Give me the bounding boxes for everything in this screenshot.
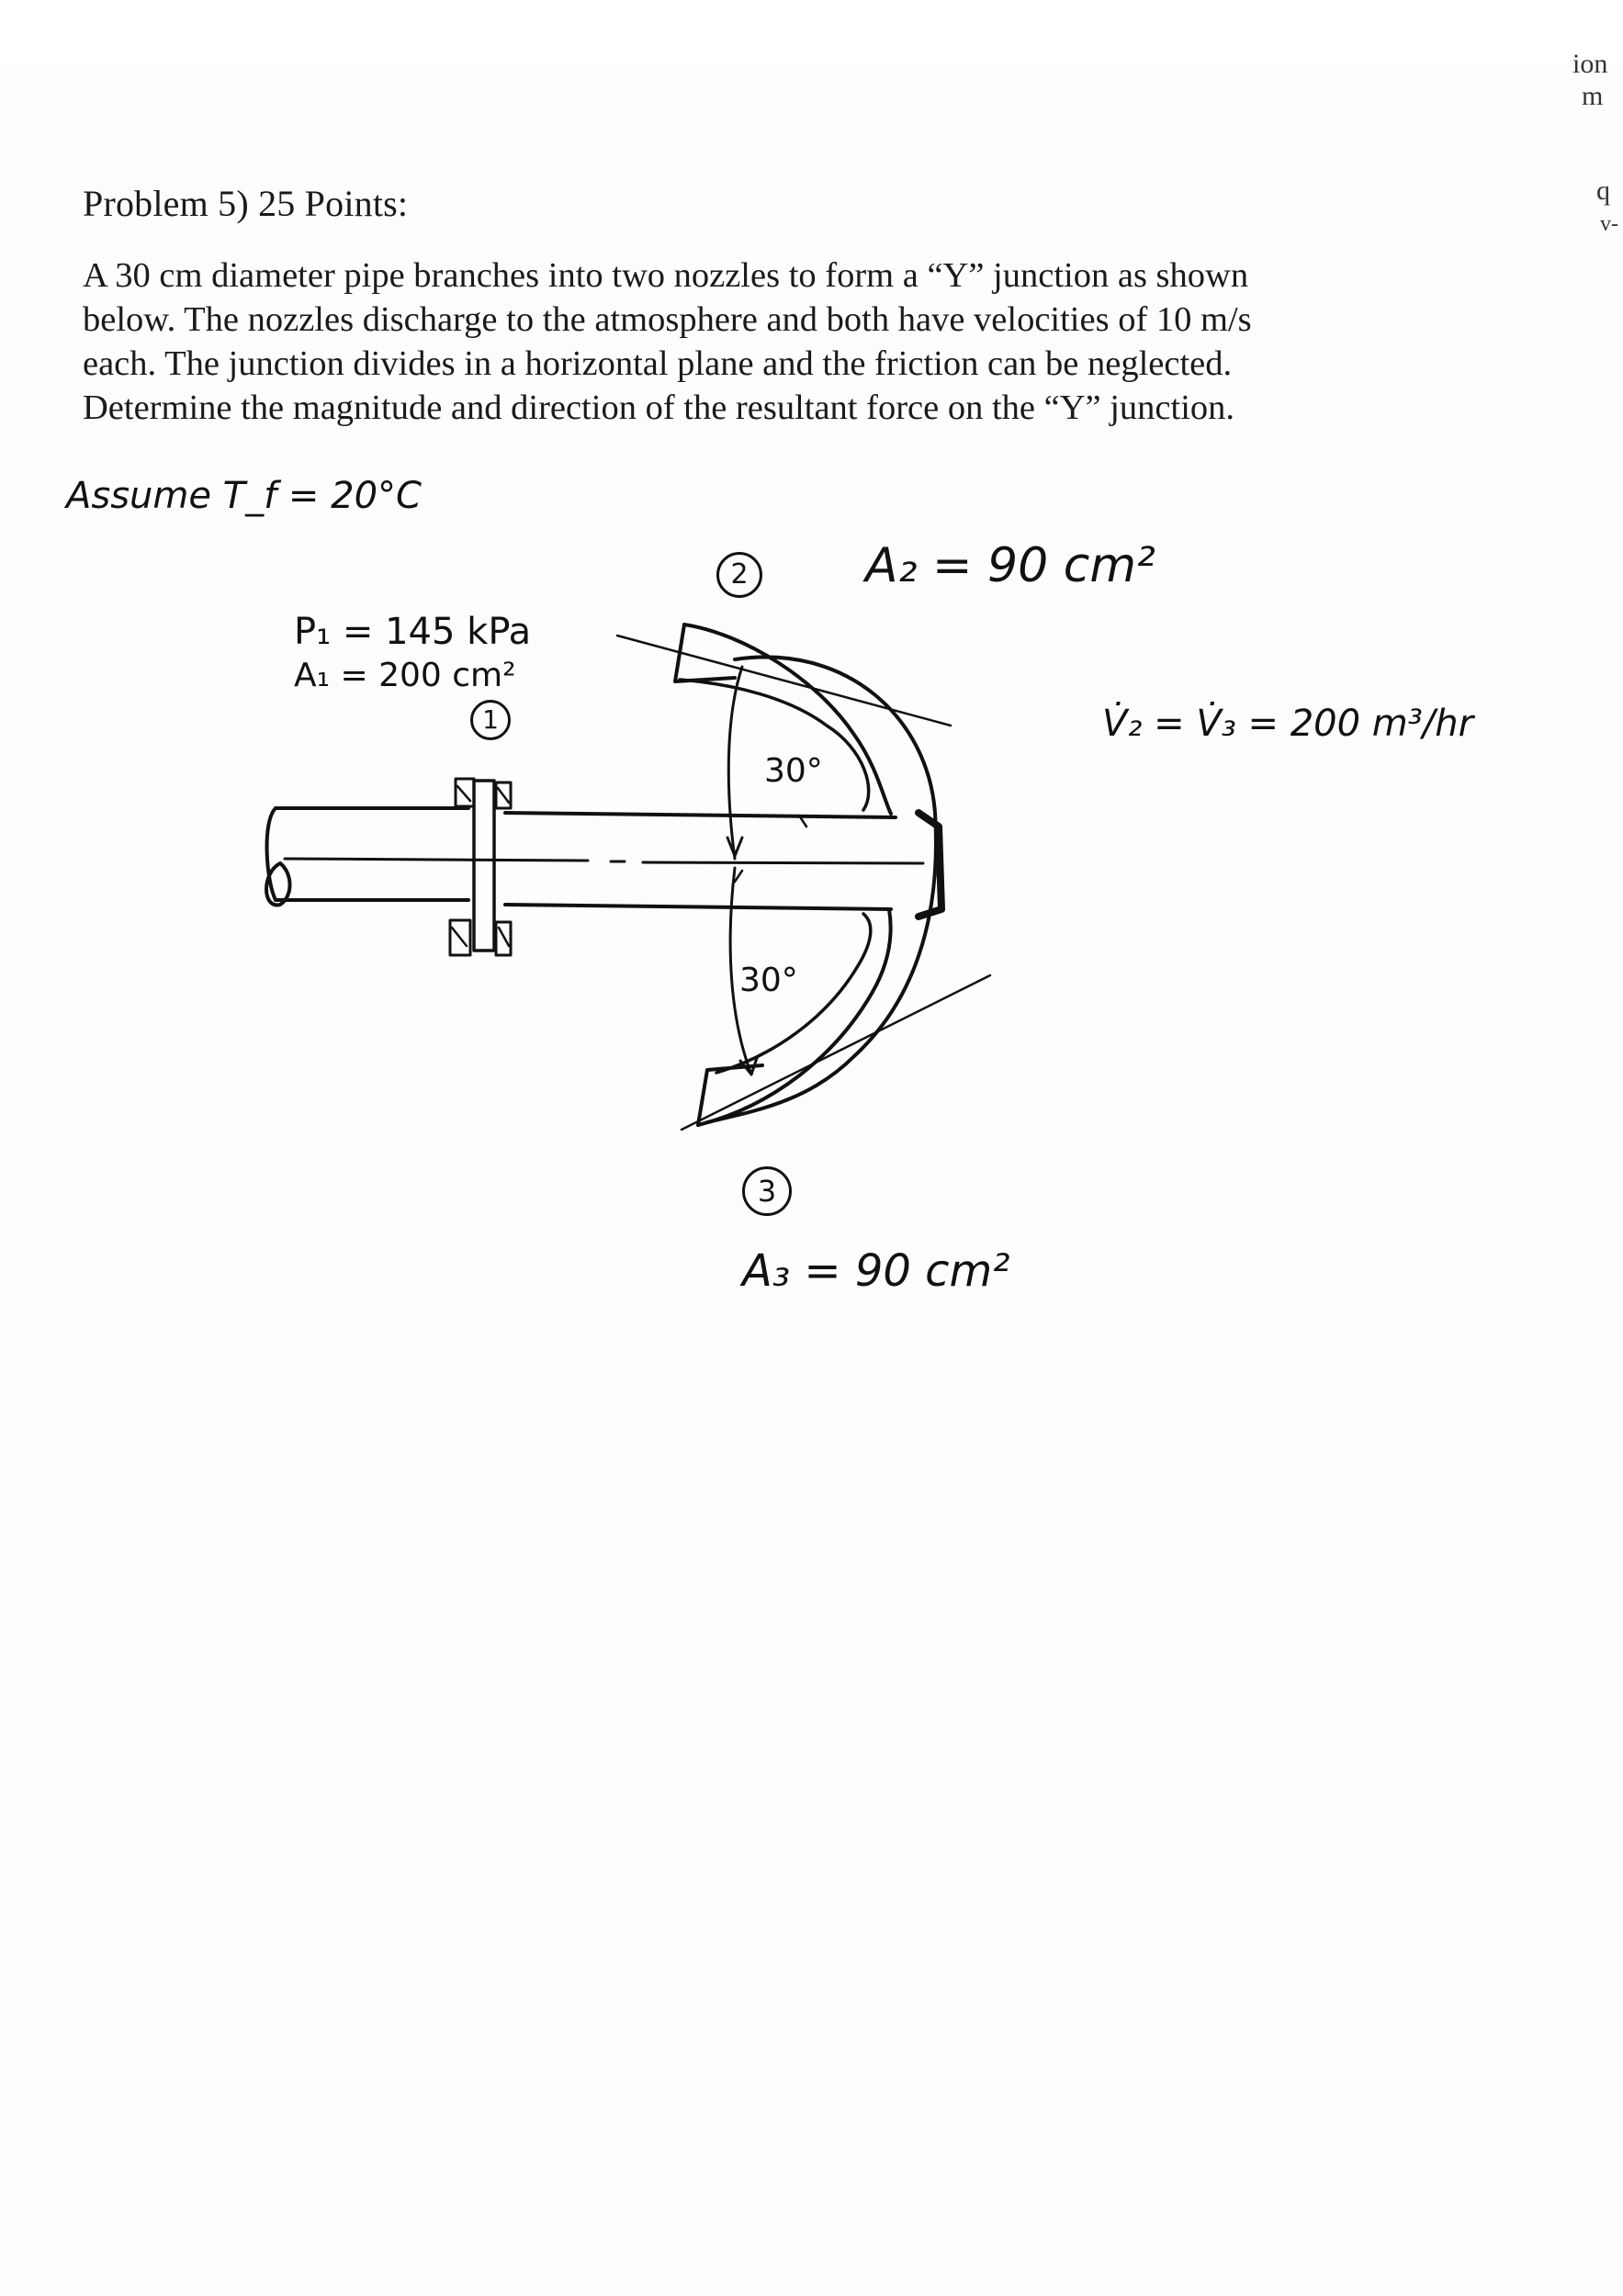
flange-plate: [474, 781, 494, 951]
lower-angle-label: 30°: [739, 962, 798, 999]
upper-centerline: [617, 636, 951, 726]
statement-line: each. The junction divides in a horizontal plane and the friction can be neglected.: [83, 344, 1233, 383]
lower-branch-inner: [716, 914, 871, 1073]
statement-line: A 30 cm diameter pipe branches into two nozzles to form a “Y” junction as shown: [83, 256, 1249, 295]
angle-tick: [735, 816, 806, 882]
junction-outer-wall: [707, 657, 936, 1122]
station-2-marker: 2: [716, 552, 762, 598]
flow-rate-note: V̇₂ = V̇₃ = 200 m³/hr: [1102, 703, 1474, 745]
nozzle-3-area-label: A₃ = 90 cm²: [742, 1245, 1010, 1297]
inlet-pressure-label: P₁ = 145 kPa: [294, 611, 532, 653]
assumption-note: Assume T_f = 20°C: [66, 475, 422, 517]
edge-fragment-text: m: [1582, 81, 1604, 111]
edge-fragment-text: v-: [1600, 212, 1618, 236]
station-3-marker: 3: [742, 1166, 792, 1216]
lower-branch-outer: [698, 909, 891, 1125]
nozzle-2-area-label: A₂ = 90 cm²: [865, 538, 1155, 593]
edge-fragment-text: ion: [1572, 49, 1608, 79]
inlet-pipe-top-wall: [276, 808, 896, 817]
upper-angle-label: 30°: [764, 752, 823, 790]
upper-angle-arrowhead: [727, 838, 742, 856]
statement-line: Determine the magnitude and direction of the resultant force on the “Y” junction.: [83, 388, 1235, 427]
upper-branch-outer: [684, 625, 891, 814]
statement-line: below. The nozzles discharge to the atmosphere and both have velocities of 10 m/s: [83, 300, 1252, 339]
station-1-marker: 1: [470, 700, 511, 740]
pipe-centerline: [285, 859, 923, 863]
inlet-area-label: A₁ = 200 cm²: [294, 657, 516, 694]
upper-angle-arc: [728, 667, 742, 859]
lower-angle-arc: [730, 868, 751, 1075]
problem-title: Problem 5) 25 Points:: [83, 183, 409, 224]
edge-fragment-text: q: [1596, 175, 1610, 206]
upper-branch-inner: [680, 680, 869, 810]
inlet-pipe-bottom-wall: [276, 900, 891, 909]
